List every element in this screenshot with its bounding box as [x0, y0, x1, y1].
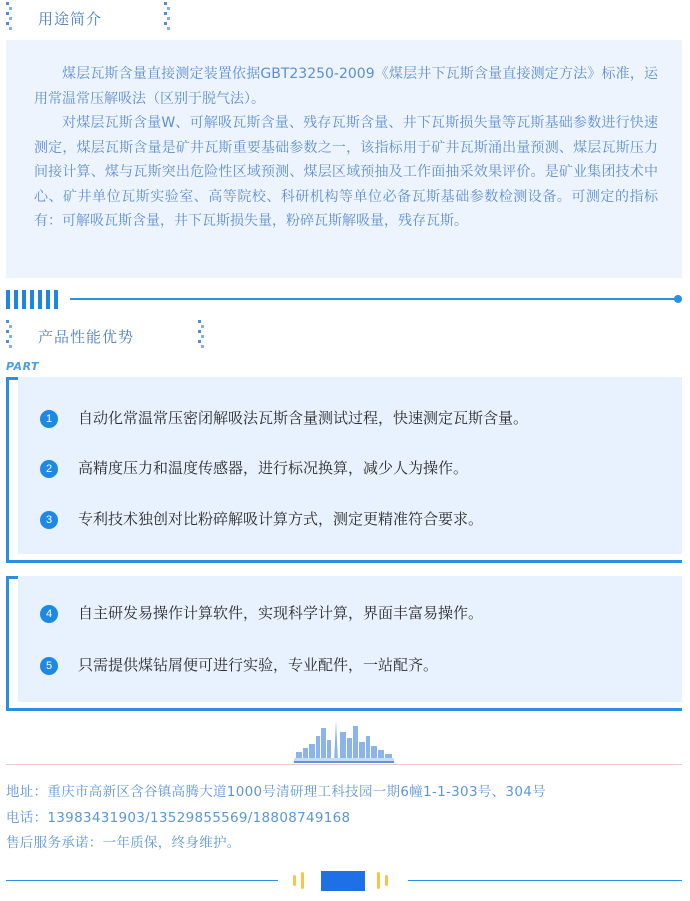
feature-text: 只需提供煤钻屑便可进行实验，专业配件，一站配齐。 [78, 656, 439, 674]
divider-dot [674, 295, 682, 303]
number-badge-icon: 4 [40, 605, 58, 623]
footer-accent [293, 875, 296, 886]
footer-accent [301, 872, 304, 889]
number-badge-icon: 2 [40, 460, 58, 478]
intro-paragraph: 煤层瓦斯含量直接测定装置依据GBT23250-2009《煤层井下瓦斯含量直接测定方法》标准，运用常温常压解吸法（区别于脱气法）。 [34, 66, 658, 107]
intro-panel [6, 40, 682, 278]
intro-paragraph: 对煤层瓦斯含量W、可解吸瓦斯含量、残存瓦斯含量、井下瓦斯损失量等瓦斯基础参数进行快速测定，煤层瓦斯含量是矿井瓦斯重要基础参数之一，该指标用于矿井瓦斯涌出量预测、煤层瓦斯压力间接计算、煤与瓦斯突出危险性区域预测、煤层区域预抽及工作面抽采效果评价。是矿业集团技术中心、矿井单位瓦斯实验室、高等院校、科研机构等单位必备瓦斯基础参数检测设备。可测定的指标有：可解吸瓦斯含量，井下瓦斯损失量，粉碎瓦斯解吸量，残存瓦斯。 [34, 115, 658, 229]
dotted-pattern-icon [6, 2, 14, 32]
section-header-advantages [6, 320, 206, 350]
dotted-pattern-icon [164, 2, 172, 32]
number-badge-icon: 5 [40, 657, 58, 675]
stripe-bars-icon [6, 290, 58, 309]
number-badge-icon: 1 [40, 410, 58, 428]
feature-text: 自主研发易操作计算软件，实现科学计算，界面丰富易操作。 [78, 604, 484, 622]
footer-line-left [6, 880, 278, 881]
footer-accent [377, 872, 380, 889]
footer-accent [385, 875, 388, 886]
footer-center-block [321, 871, 365, 891]
section-title: 产品性能优势 [38, 328, 135, 346]
feature-text: 专利技术独创对比粉碎解吸计算方式，测定更精准符合要求。 [78, 510, 484, 528]
feature-text: 高精度压力和温度传感器，进行标况换算，减少人为操作。 [78, 459, 469, 477]
part-label: PART [6, 360, 40, 373]
contact-phone: 电话：13983431903/13529855569/18808749168 [6, 810, 351, 826]
divider-line [70, 298, 676, 300]
footer-line-right [408, 880, 682, 881]
section-title: 用途简介 [38, 10, 103, 28]
contact-address: 地址：重庆市高新区含谷镇高腾大道1000号清研理工科技园一期6幢1-1-303号、304号 [6, 784, 546, 800]
section-header-usage [6, 2, 206, 32]
feature-panel [6, 576, 682, 711]
feature-panel [6, 377, 682, 563]
dotted-pattern-icon [6, 320, 14, 350]
feature-text: 自动化常温常压密闭解吸法瓦斯含量测试过程，快速测定瓦斯含量。 [78, 409, 529, 427]
dotted-pattern-icon [198, 320, 206, 350]
footer-divider [6, 764, 682, 765]
contact-service: 售后服务承诺：一年质保，终身维护。 [6, 835, 241, 851]
number-badge-icon: 3 [40, 511, 58, 529]
city-skyline-icon [294, 718, 394, 764]
